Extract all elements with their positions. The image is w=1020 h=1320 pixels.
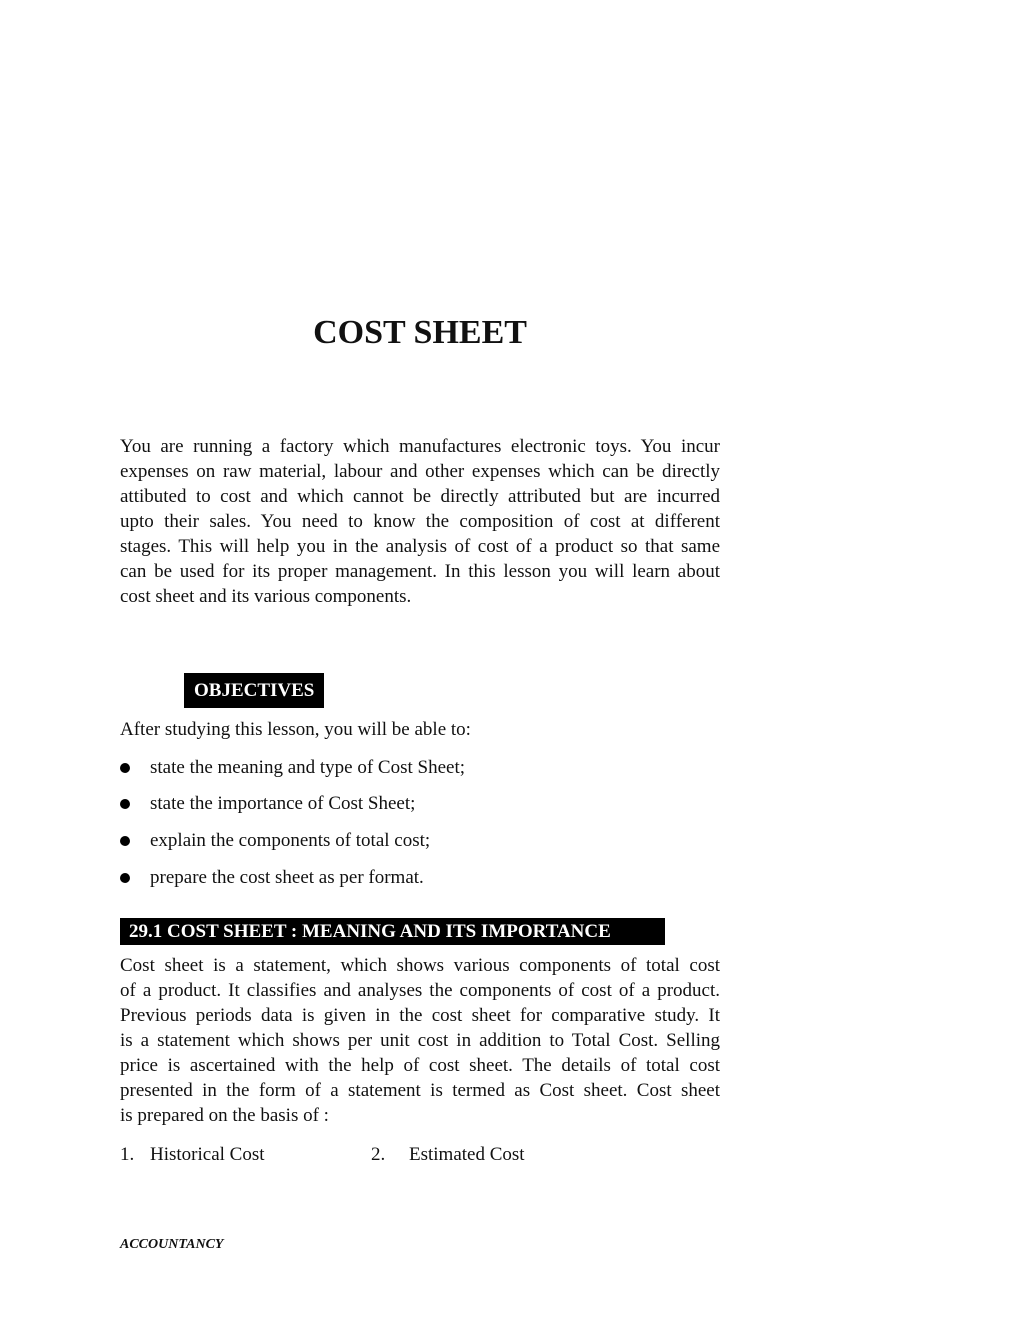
text-line: is prepared on the basis of : xyxy=(120,1105,329,1126)
text-line: stages. This will help you in the analysis of cost of a product so that same xyxy=(120,536,720,557)
text-line: Cost sheet is a statement, which shows various components of total cost xyxy=(120,955,720,976)
intro-paragraph xyxy=(120,434,720,609)
bullet-icon xyxy=(120,836,130,846)
list-number: 1. xyxy=(120,1144,135,1165)
section-heading: 29.1 COST SHEET : MEANING AND ITS IMPORTANCE xyxy=(120,918,665,945)
text-line: of a product. It classifies and analyses the components of cost of a product. xyxy=(120,980,720,1001)
bullet-icon xyxy=(120,873,130,883)
list-number: 2. xyxy=(371,1144,386,1165)
text-line: Previous periods data is given in the cost sheet for comparative study. It xyxy=(120,1005,720,1026)
text-line: upto their sales. You need to know the composition of cost at different xyxy=(120,511,720,532)
text-line: expenses on raw material, labour and other expenses which can be directly xyxy=(120,461,720,482)
objectives-lead: After studying this lesson, you will be able to: xyxy=(120,719,471,740)
list-item: Estimated Cost xyxy=(409,1144,525,1165)
objective-text: state the meaning and type of Cost Sheet; xyxy=(150,757,466,778)
list-item: Historical Cost xyxy=(150,1144,265,1165)
text-line: is a statement which shows per unit cost in addition to Total Cost. Selling xyxy=(120,1030,720,1051)
objective-text: prepare the cost sheet as per format. xyxy=(150,867,424,888)
text-line: cost sheet and its various components. xyxy=(120,586,412,607)
section-paragraph xyxy=(120,953,720,1128)
text-line: presented in the form of a statement is termed as Cost sheet. Cost sheet xyxy=(120,1080,720,1101)
text-line: can be used for its proper management. In this lesson you will learn about xyxy=(120,561,720,582)
bullet-icon xyxy=(120,799,130,809)
text-line: You are running a factory which manufactures electronic toys. You incur xyxy=(120,436,720,457)
text-line: price is ascertained with the help of cost sheet. The details of total cost xyxy=(120,1055,720,1076)
text-line: attibuted to cost and which cannot be directly attributed but are incurred xyxy=(120,486,720,507)
objective-text: state the importance of Cost Sheet; xyxy=(150,793,416,814)
objectives-heading: OBJECTIVES xyxy=(184,673,324,708)
page-footer: ACCOUNTANCY xyxy=(120,1237,224,1252)
page-title: COST SHEET xyxy=(313,314,527,351)
objective-text: explain the components of total cost; xyxy=(150,830,431,851)
bullet-icon xyxy=(120,763,130,773)
